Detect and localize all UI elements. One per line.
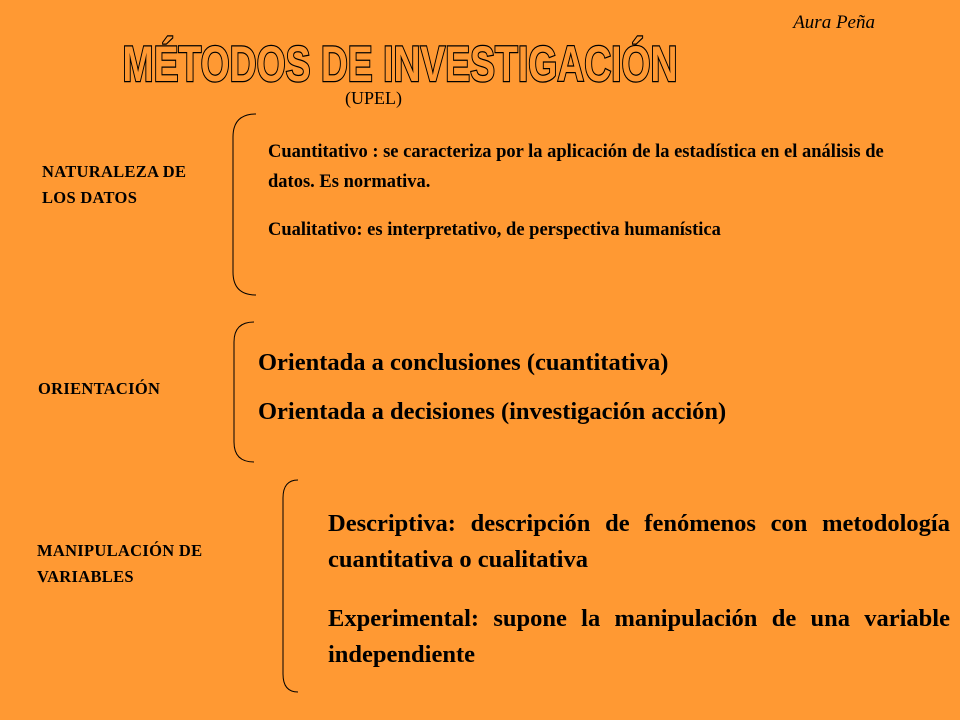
page-title-text: MÉTODOS DE INVESTIGACIÓN [122, 36, 678, 92]
item-conclusiones: Orientada a conclusiones (cuantitativa) [258, 349, 669, 376]
item-decisiones: Orientada a decisiones (investigación acción) [258, 398, 727, 425]
item-descriptiva-text: Descriptiva: descripción de fenómenos con metodología cuantitativa o cualitativa [328, 510, 950, 573]
item-cualitativo: Cualitativo: es interpretativo, de perspectiva humanística [268, 220, 721, 240]
section-label-orientacion: ORIENTACIÓN [38, 379, 161, 398]
page-subtitle: (UPEL) [345, 88, 402, 108]
item-experimental [328, 601, 950, 673]
item-experimental-text: Experimental: supone la manipulación de una variable independiente [328, 605, 950, 668]
item-cuantitativo: Cuantitativo : se caracteriza por la aplicación de la estadística en el análisis de datos. Es normativa. [268, 142, 884, 192]
section-label-manipulacion: MANIPULACIÓN DE VARIABLES [37, 541, 203, 586]
item-descriptiva [328, 506, 950, 578]
section-label-naturaleza: NATURALEZA DE LOS DATOS [42, 162, 187, 207]
page-title [120, 30, 700, 90]
bracket-orientacion [230, 320, 270, 465]
bracket-manipulacion [280, 478, 320, 698]
bracket-naturaleza [228, 112, 268, 297]
author-name: Aura Peña [793, 12, 875, 33]
